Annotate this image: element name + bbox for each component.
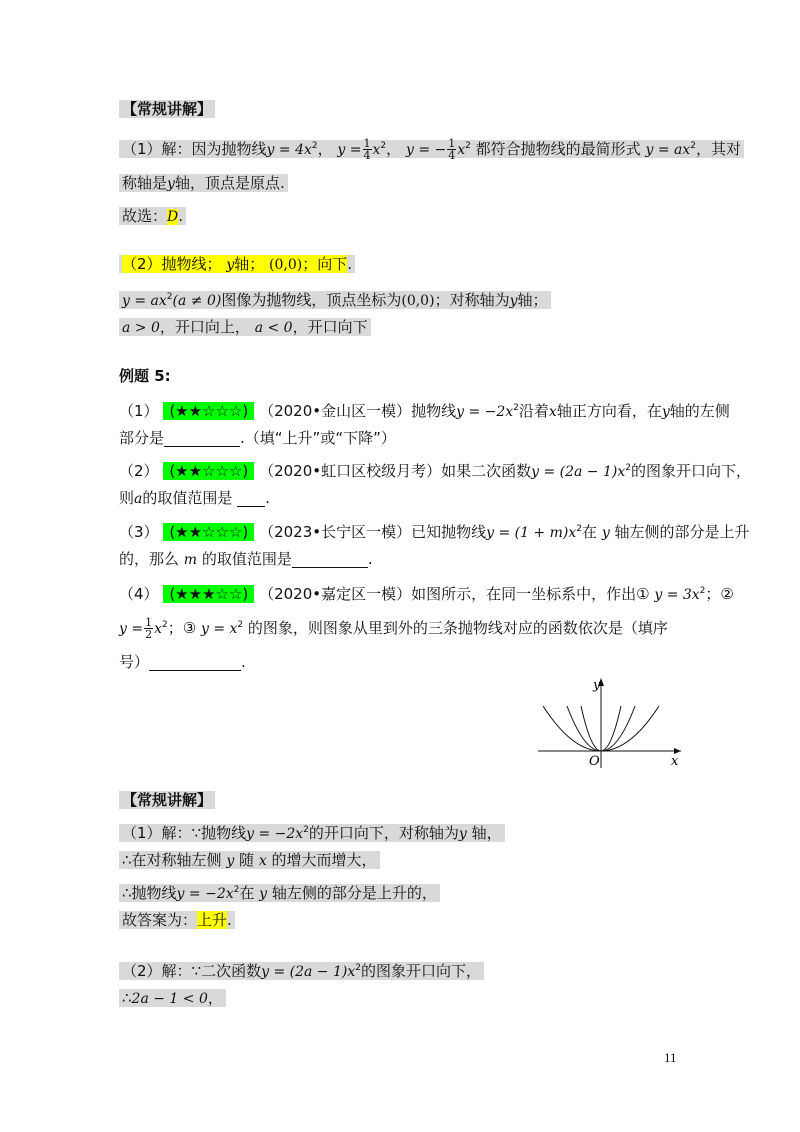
question-line: 的，那么 m 的取值范围是 . <box>119 550 373 568</box>
solution-line: $y = ax^2(a \ne 0)$图像为抛物线，顶点坐标为(0,0)；对称轴为y轴； <box>119 284 551 310</box>
solution-line: a > 0，开口向上， a < 0，开口向下 <box>119 314 371 340</box>
origin-label: O <box>589 754 600 769</box>
question-line: 则a的取值范围是 . <box>119 489 270 507</box>
solution-line: （1）解：∵抛物线$y = -2x^2$的开口向下，对称轴为y 轴， <box>119 817 505 843</box>
answer-blank[interactable] <box>164 430 240 447</box>
answer-blank[interactable] <box>292 551 368 568</box>
page-number: 11 <box>664 1050 677 1065</box>
question-line: （1） (★★☆☆☆) （2020•金山区一模）抛物线$y = -2x^2$沿着x轴正方向看，在y轴的左侧 <box>119 402 730 420</box>
solution-line: （2）抛物线； y轴； (0,0)；向下. <box>119 251 355 277</box>
answer-blank[interactable] <box>149 654 241 671</box>
parabola-figure <box>535 672 685 770</box>
question-line: y = $\frac{1}{2}$ $x^2$；③ $y = x^2$ 的图象，则图象从里到外的三条抛物线对应的函数依次是（填序 <box>119 616 668 641</box>
answer-blank[interactable] <box>237 490 265 507</box>
solution-line: ∴抛物线$y = -2x^2$在 y 轴左侧的部分是上升的， <box>119 877 440 903</box>
question-line: （3） (★★☆☆☆) （2023•长宁区一模）已知抛物线$y = (1 + m)x^2$在 y 轴左侧的部分是上升 <box>119 523 750 541</box>
question-line: （4） (★★★☆☆) （2020•嘉定区一模）如图所示，在同一坐标系中，作出① $y = 3x^2$；② <box>119 585 734 603</box>
section-header: 【常规讲解】 <box>119 96 215 122</box>
solution-line: ∴2a − 1 < 0， <box>119 985 226 1011</box>
y-axis-label: y <box>593 678 601 693</box>
solution-line: （1）解：因为抛物线$y = 4x^2$， y = $\frac{1}{4}$ $x^2$， y = − $\frac{1}{4}$ $x^2$ 都符合抛物线的最简形式 $y = ax^2$，其对 <box>119 131 744 161</box>
solution-line: （2）解：∵二次函数$y = (2a - 1)x^2$的图象开口向下， <box>119 955 484 981</box>
question-line: 部分是 .（填“上升”或“下降”） <box>119 429 396 447</box>
solution-line: ∴在对称轴左侧 y 随 x 的增大而增大， <box>119 847 380 873</box>
question-line: （2） (★★☆☆☆) （2020•虹口区校级月考）如果二次函数$y = (2a - 1)x^2$的图象开口向下， <box>119 462 751 480</box>
fraction: $\frac{1}{4}$ <box>363 137 371 162</box>
question-line: 号） . <box>119 653 246 671</box>
x-axis-label: x <box>671 754 679 769</box>
answer-line: 故选：D. <box>119 203 186 229</box>
solution-line: 称轴是y轴，顶点是原点. <box>119 170 288 196</box>
example-title: 例题 5: <box>119 367 171 385</box>
section-header: 【常规讲解】 <box>119 787 215 813</box>
answer-line: 故答案为：上升. <box>119 907 235 933</box>
